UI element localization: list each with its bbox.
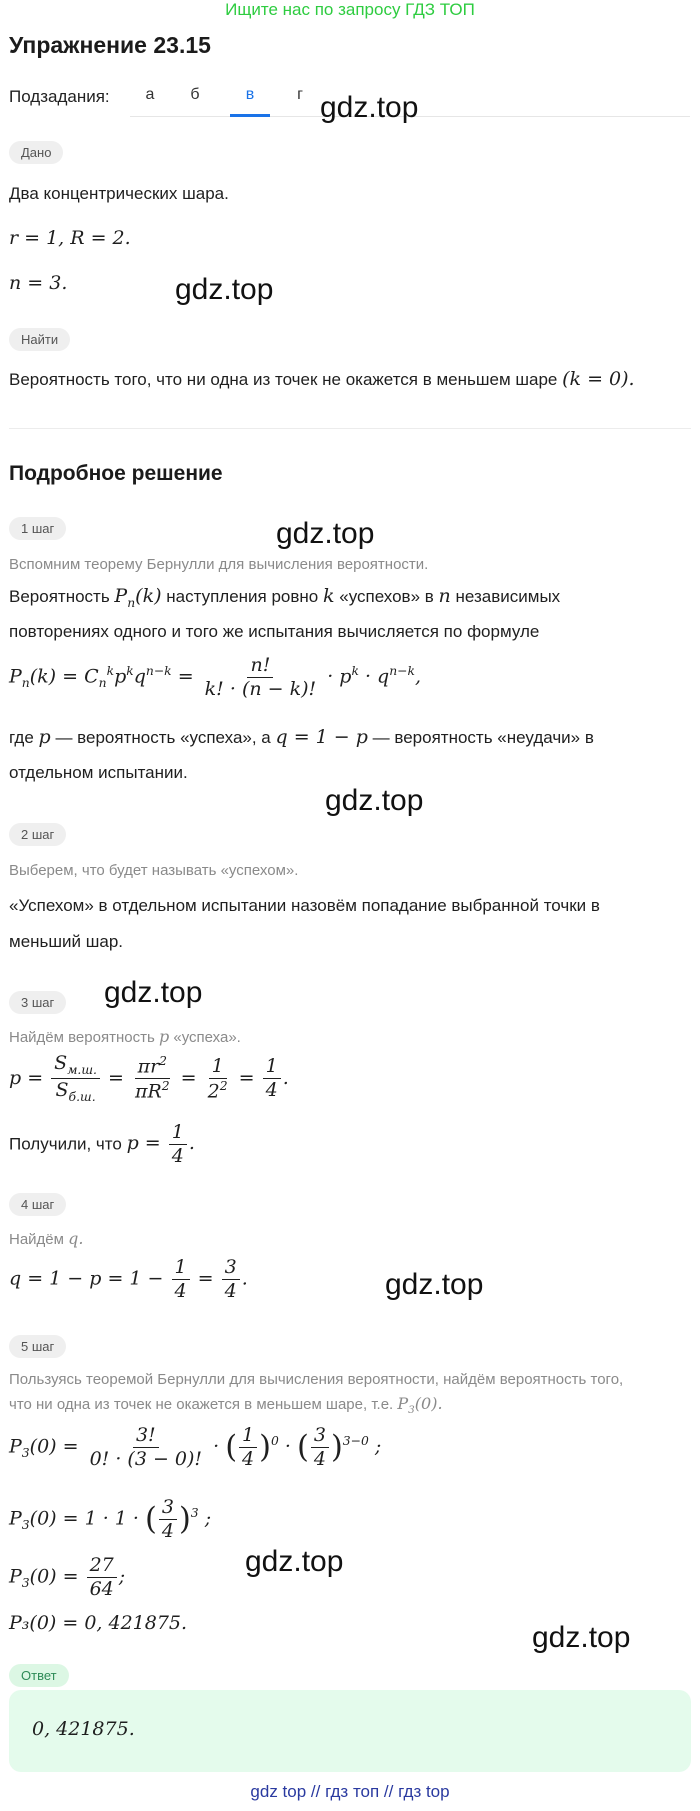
step-1-text-c: «успехов» в bbox=[339, 587, 434, 606]
solution-title: Подробное решение bbox=[9, 462, 223, 485]
find-badge: Найти bbox=[9, 328, 70, 351]
step-1-text-e: где bbox=[9, 728, 34, 747]
probability-formula: p = $\frac{S_{м.ш.}}{S_{б.ш.}}$ = $\frac{\pi r^2}{\pi R^2}$ = $\frac{1}{2^2}$ = $\frac{1}{4}$ . bbox=[9, 1052, 289, 1105]
formula-p30: $P_3(0)$. bbox=[397, 1394, 443, 1417]
top-banner[interactable]: Ищите нас по запросу ГДЗ ТОП bbox=[225, 0, 475, 19]
step-4-hint bbox=[9, 1229, 83, 1248]
step-4-badge: 4 шаг bbox=[9, 1193, 66, 1216]
find-condition: (k = 0). bbox=[562, 368, 635, 390]
step-3-result bbox=[9, 1122, 195, 1167]
step-3-hint bbox=[9, 1027, 241, 1046]
step-1-line-1 bbox=[9, 585, 560, 610]
watermark: gdz.top bbox=[245, 1545, 344, 1578]
formula-p: p bbox=[158, 1027, 170, 1046]
step-3-got: Получили, что bbox=[9, 1134, 122, 1154]
step-3-hint-a: Найдём вероятность bbox=[9, 1029, 155, 1046]
step-2-badge: 2 шаг bbox=[9, 823, 66, 846]
step-1-hint: Вспомним теорему Бернулли для вычисления вероятности. bbox=[9, 556, 429, 573]
step-1-text-b: наступления ровно bbox=[166, 587, 319, 606]
watermark: gdz.top bbox=[385, 1268, 484, 1301]
watermark: gdz.top bbox=[320, 91, 419, 124]
given-n: n = 3. bbox=[9, 272, 68, 294]
given-text: Два концентрических шара. bbox=[9, 184, 229, 203]
section-divider bbox=[9, 428, 691, 429]
formula-p: p bbox=[38, 726, 51, 748]
answer-badge: Ответ bbox=[9, 1664, 69, 1687]
watermark: gdz.top bbox=[175, 273, 274, 306]
step-5-final: P₃(0) = 0, 421875. bbox=[9, 1612, 188, 1634]
step-5-badge: 5 шаг bbox=[9, 1335, 66, 1358]
step-1-line-3 bbox=[9, 726, 594, 748]
step-1-text-f: — вероятность «успеха», а bbox=[55, 728, 271, 747]
find-text bbox=[9, 368, 635, 390]
step-5-formula-2: $P_3(0) = 1 \cdot 1$ · ( $\frac{3}{4}$ )$^3$ ; bbox=[9, 1496, 212, 1542]
answer-value: 0, 421875. bbox=[32, 1718, 135, 1740]
q-formula: q = 1 − p = 1 − $\frac{1}{4}$ = $\frac{3}{4}$ . bbox=[9, 1256, 248, 1302]
result-p: p = $\frac{1}{4}$ . bbox=[126, 1121, 195, 1167]
step-3-badge: 3 шаг bbox=[9, 991, 66, 1014]
step-5-formula-3: $P_3(0)$ = $\frac{27}{64}$ ; bbox=[9, 1554, 126, 1600]
formula-q: q = 1 − p bbox=[275, 726, 368, 748]
tab-b[interactable]: б bbox=[190, 86, 200, 103]
find-description: Вероятность того, что ни одна из точек не окажется в меньшем шаре bbox=[9, 370, 558, 389]
step-4-hint-text: Найдём bbox=[9, 1231, 64, 1248]
watermark: gdz.top bbox=[104, 976, 203, 1009]
formula-q: q. bbox=[68, 1229, 84, 1248]
step-3-hint-b: «успеха». bbox=[173, 1029, 241, 1046]
page-title: Упражнение 23.15 bbox=[9, 32, 211, 58]
bernoulli-formula: $P_n(k) = C_n^kp^kq^{n-k}$ = $\frac{n!}{k! \cdot (n - k)!}$ · $p^k \cdot q^{n-k}$, bbox=[9, 654, 422, 700]
active-tab-indicator bbox=[230, 114, 270, 117]
step-1-text-g: — вероятность «неудачи» в bbox=[372, 728, 594, 747]
watermark: gdz.top bbox=[532, 1621, 631, 1654]
step-2-hint: Выберем, что будет называть «успехом». bbox=[9, 862, 299, 879]
step-1-badge: 1 шаг bbox=[9, 517, 66, 540]
watermark: gdz.top bbox=[276, 517, 375, 550]
watermark: gdz.top bbox=[325, 784, 424, 817]
formula-pnk: $P_n(k)$ bbox=[114, 585, 162, 610]
step-1-line-4: отдельном испытании. bbox=[9, 763, 188, 782]
formula-k: k bbox=[322, 585, 335, 607]
step-2-line-2: меньший шар. bbox=[9, 932, 124, 951]
formula-n: n bbox=[438, 585, 451, 607]
tab-a[interactable]: а bbox=[145, 86, 155, 103]
subtasks-label: Подзадания: bbox=[9, 87, 110, 106]
step-1-text-a: Вероятность bbox=[9, 587, 110, 606]
tab-g[interactable]: г bbox=[297, 86, 303, 103]
step-5-hint-2 bbox=[9, 1394, 443, 1416]
step-1-line-2: повторениях одного и того же испытания вычисляется по формуле bbox=[9, 622, 540, 641]
step-2-line-1: «Успехом» в отдельном испытании назовём попадание выбранной точки в bbox=[9, 896, 600, 915]
step-5-formula-1: $P_3(0)$ = $\frac{3!}{0! \cdot (3 - 0)!}$ · ( $\frac{1}{4}$ )$^0$ · ( $\frac{3}{4}$ )$^{3-0}$ ; bbox=[9, 1424, 382, 1470]
step-5-hint-text: что ни одна из точек не окажется в меньшем шаре, т.е. bbox=[9, 1396, 394, 1413]
tab-v[interactable]: в bbox=[245, 86, 255, 103]
given-radii: r = 1, R = 2. bbox=[9, 227, 131, 249]
step-5-hint-1: Пользуясь теоремой Бернулли для вычисления вероятности, найдём вероятность того, bbox=[9, 1371, 624, 1388]
given-badge: Дано bbox=[9, 141, 63, 164]
footer-links[interactable]: gdz top // гдз топ // гдз top bbox=[250, 1782, 450, 1801]
step-1-text-d: независимых bbox=[455, 587, 561, 606]
